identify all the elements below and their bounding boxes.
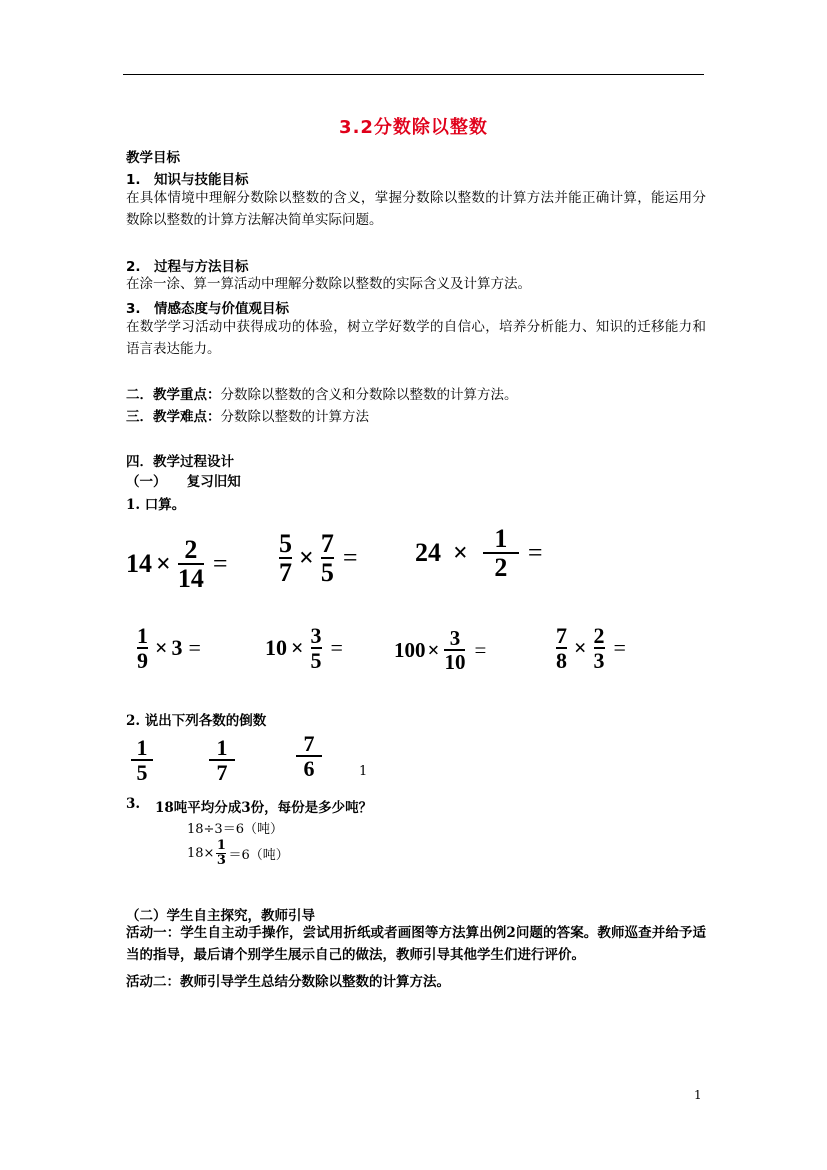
expr-100x3-10	[394, 627, 486, 673]
question-3-text: 18吨平均分成3份，每份是多少吨？	[155, 800, 373, 816]
equals-sign: =	[212, 549, 228, 579]
denominator: 2	[494, 553, 508, 583]
denominator: 5	[320, 558, 334, 588]
whole-number: 10	[265, 635, 287, 661]
fraction	[321, 530, 334, 587]
fraction	[444, 627, 465, 673]
reciprocal-heading: 2. 说出下列各数的倒数	[126, 713, 267, 729]
whole-number: 3	[171, 635, 183, 661]
equals-sign: =	[613, 635, 626, 661]
whole-number: 14	[126, 549, 152, 579]
equals-sign: =	[342, 543, 358, 573]
difficult-point-text: 分数除以整数的计算方法	[220, 409, 369, 425]
numerator: 1	[136, 735, 148, 760]
expr-10x3-5	[265, 624, 343, 672]
expr-24x1-2	[415, 525, 543, 582]
key-point-label: 二．教学重点：	[126, 387, 221, 403]
goal-1-text: 在具体情境中理解分数除以整数的含义，掌握分数除以整数的计算方法并能正确计算，能运用分数除以整数的计算方法解决简单实际问题。	[126, 190, 706, 228]
numerator: 2	[593, 623, 605, 648]
goals-heading: 教学目标	[126, 150, 180, 166]
goal-3-title: 3. 情感态度与价值观目标	[126, 301, 290, 317]
reciprocal-item-1: 1	[359, 764, 368, 779]
times-sign: ×	[427, 637, 440, 662]
difficult-point-label: 三．教学难点：	[126, 409, 221, 425]
numerator: 7	[303, 731, 315, 756]
numerator: 7	[320, 529, 334, 558]
numerator: 1	[137, 623, 148, 648]
solution-line-2-prefix: 18×	[187, 845, 215, 861]
key-point	[126, 383, 518, 403]
denominator: 14	[177, 564, 204, 594]
expr-14x2-14	[126, 536, 228, 593]
part-2-heading: （二）学生自主探究，教师引导	[126, 908, 315, 924]
numerator: 7	[556, 623, 567, 648]
equals-sign: =	[474, 637, 487, 662]
denominator: 5	[136, 760, 148, 786]
equals-sign: =	[188, 635, 201, 661]
numerator: 2	[184, 535, 198, 564]
numerator: 3	[449, 626, 461, 650]
equals-sign: =	[330, 635, 343, 661]
solution-line-1: 18÷3＝6（吨）	[187, 822, 283, 837]
fraction	[279, 530, 292, 587]
denominator: 7	[279, 558, 292, 588]
times-sign: ×	[155, 635, 168, 661]
fraction	[216, 839, 226, 867]
reciprocal-item-1-7	[206, 736, 238, 784]
difficult-point	[126, 405, 369, 425]
solution-line-2-suffix: ＝6（吨）	[228, 847, 289, 863]
denominator: 3	[593, 648, 605, 674]
fraction	[178, 536, 204, 593]
oral-calc-heading: 1. 口算。	[126, 497, 186, 513]
denominator: 3	[216, 852, 226, 868]
goal-3-text: 在数学学习活动中获得成功的体验，树立学好数学的自信心，培养分析能力、知识的迁移能力和语言表达能力。	[126, 319, 706, 357]
whole-number: 100	[394, 637, 426, 662]
denominator: 6	[303, 756, 315, 782]
fraction	[137, 624, 148, 672]
part-1-heading: （一） 复习旧知	[126, 474, 241, 490]
equals-sign: =	[527, 538, 543, 568]
fraction	[296, 732, 322, 780]
solution-line-2	[187, 839, 289, 867]
process-heading: 四．教学过程设计	[126, 454, 234, 470]
expr-1-9x3	[134, 624, 201, 672]
goal-2-title: 2. 过程与方法目标	[126, 259, 249, 275]
expr-5-7x7-5	[276, 530, 358, 587]
page-number: 1	[694, 1088, 702, 1102]
numerator: 5	[279, 529, 292, 558]
fraction	[483, 525, 519, 582]
fraction	[594, 624, 605, 672]
times-sign: ×	[453, 538, 468, 568]
goal-1-title: 1. 知识与技能目标	[126, 172, 249, 188]
whole-number: 24	[415, 538, 441, 568]
reciprocal-item-1-5	[128, 736, 156, 784]
denominator: 5	[310, 648, 322, 674]
question-3-number: 3.	[126, 796, 141, 812]
header-rule	[123, 74, 704, 75]
fraction	[131, 736, 153, 784]
denominator: 10	[444, 650, 466, 675]
fraction	[209, 736, 235, 784]
page-title: 3.2分数除以整数	[339, 117, 488, 138]
goal-2-text: 在涂一涂、算一算活动中理解分数除以整数的实际含义及计算方法。	[126, 276, 531, 292]
numerator: 1	[494, 524, 508, 553]
denominator: 9	[137, 648, 148, 674]
key-point-text: 分数除以整数的含义和分数除以整数的计算方法。	[220, 387, 518, 403]
numerator: 3	[310, 623, 322, 648]
reciprocal-item-7-6	[293, 732, 325, 780]
activity-1-text: 活动一：学生自主动手操作，尝试用折纸或者画图等方法算出例2问题的答案。教师巡查并给予适当的指导，最后请个别学生展示自己的做法，教师引导其他学生们进行评价。	[126, 925, 706, 963]
times-sign: ×	[291, 635, 304, 661]
fraction	[556, 624, 567, 672]
times-sign: ×	[574, 635, 587, 661]
denominator: 7	[216, 760, 228, 786]
numerator: 1	[216, 735, 228, 760]
times-sign: ×	[299, 543, 314, 573]
fraction	[311, 624, 322, 672]
numerator: 1	[216, 838, 226, 853]
expr-7-8x2-3	[553, 624, 626, 672]
activity-2-text: 活动二：教师引导学生总结分数除以整数的计算方法。	[126, 974, 450, 990]
times-sign: ×	[156, 549, 171, 579]
denominator: 8	[556, 648, 567, 674]
